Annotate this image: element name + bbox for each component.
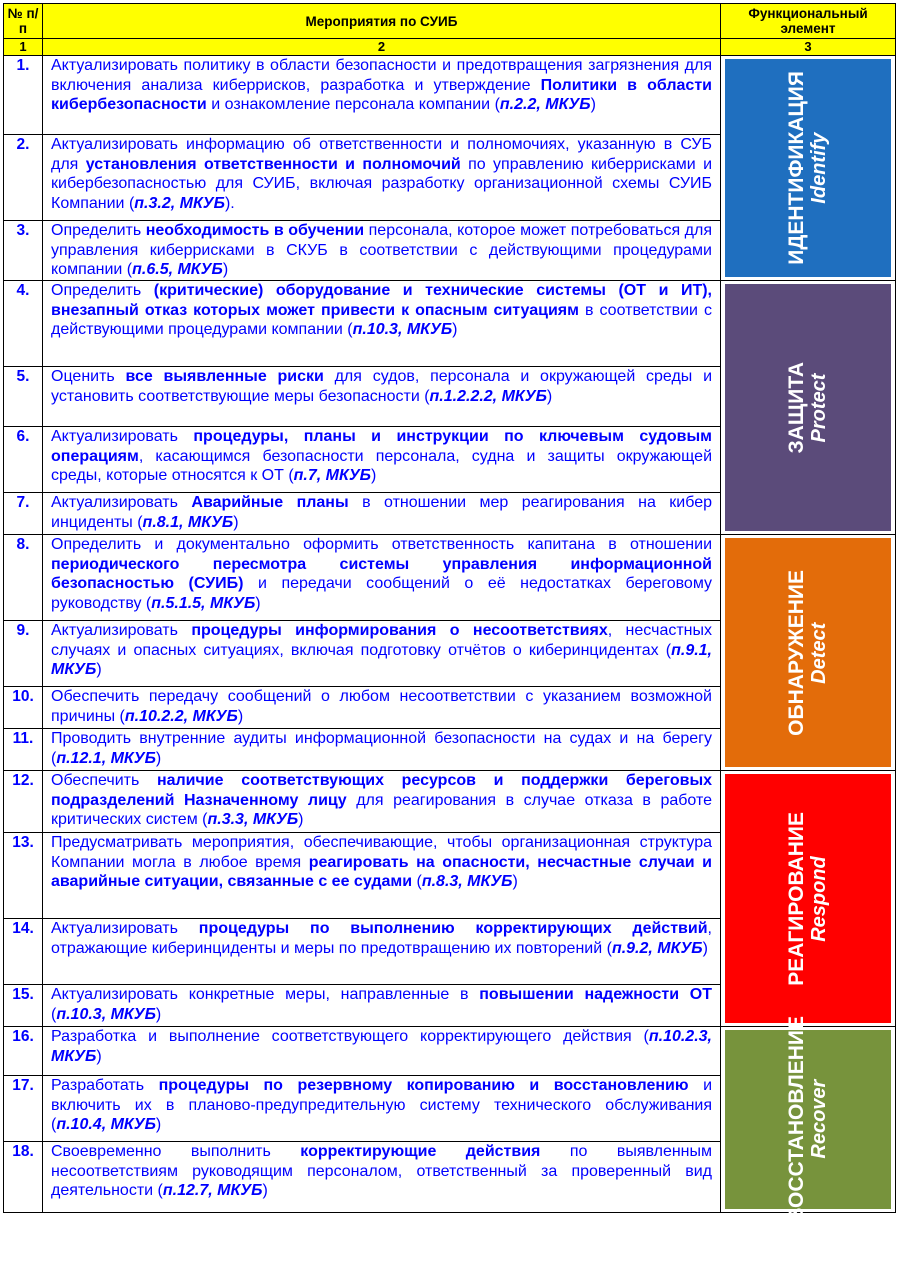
reference: п.10.3, МКУБ <box>352 321 453 338</box>
suib-measures-table <box>3 3 896 1223</box>
row-number: 14. <box>4 919 43 985</box>
text-fragment: ( <box>51 1005 57 1023</box>
measure-text <box>43 1142 721 1213</box>
text-fragment: Предусматривать мероприятия, обеспечивающие, чтобы организационная структура Компании могла в любое время <box>51 834 712 871</box>
row-number: 5. <box>4 367 43 427</box>
row-number: 6. <box>4 427 43 493</box>
text-fragment: , касающимся безопасности персонала, судна и защиты окружающей среды, которые относятся к ОТ ( <box>51 447 712 484</box>
header-function: Функциональный элемент <box>721 4 896 39</box>
reference: п.2.2, МКУБ <box>499 96 591 113</box>
text-fragment: Актуализировать конкретные меры, направленные в <box>51 986 480 1003</box>
table-row <box>4 535 896 621</box>
reference: п.3.2, МКУБ <box>134 194 225 212</box>
text-fragment: Проводить внутренние аудиты информационной безопасности на судах и на берегу ( <box>51 730 712 767</box>
measure-text <box>43 687 721 729</box>
header-measures: Мероприятия по СУИБ <box>43 4 721 39</box>
text-fragment: Актуализировать <box>51 920 199 937</box>
function-label-ru: ВОССТАНОВЛЕНИЕ <box>785 1016 808 1223</box>
text-fragment: , отражающие киберинциденты и меры по предотвращению их повторений ( <box>51 920 712 957</box>
text-fragment: Актуализировать политику в области безопасности и предотвращения загрязнения для включения анализа киберрисков, разработка и утверждение <box>51 57 712 94</box>
function-cell-recover <box>721 1016 896 1223</box>
reference: п.8.1, МКУБ <box>142 513 234 531</box>
function-label-en: Respond <box>808 855 830 942</box>
index-row <box>4 39 896 56</box>
index-3: 3 <box>721 39 896 56</box>
text-fragment: ) <box>96 1047 102 1065</box>
reference: п.5.1.5, МКУБ <box>151 594 256 612</box>
text-fragment: Актуализировать <box>51 494 192 511</box>
text-fragment: ) <box>233 513 239 531</box>
row-number: 17. <box>4 1076 43 1142</box>
measure-text <box>43 919 721 985</box>
row-number: 13. <box>4 833 43 919</box>
emphasis-text: процедуры по резервному копированию и восстановлению <box>158 1077 689 1094</box>
measure-text <box>43 135 721 221</box>
table-row <box>4 771 896 833</box>
reference: п.7, МКУБ <box>293 467 371 484</box>
emphasis-text: реагировать на опасности, несчастные случаи и аварийные ситуации, связанные с ее судами <box>51 853 713 890</box>
measure-text <box>43 367 721 427</box>
function-block <box>725 284 891 531</box>
emphasis-text: процедуры по выполнению корректирующих действий <box>198 920 708 937</box>
text-fragment: Определить и документально оформить ответственность капитана в отношении <box>51 536 712 553</box>
function-label-ru: ИДЕНТИФИКАЦИЯ <box>785 71 808 265</box>
emphasis-text: процедуры информирования о несоответствиях <box>191 622 608 639</box>
text-fragment: по выявленным несоответствиям руководящим персоналом, ответственный за проверенный вид деятельности ( <box>51 1143 713 1199</box>
index-2: 2 <box>43 39 721 56</box>
reference: п.10.4, МКУБ <box>56 1116 156 1133</box>
emphasis-text: Аварийные планы <box>191 494 349 511</box>
text-fragment: ) <box>96 661 102 678</box>
text-fragment: , несчастных случаях и опасных ситуациях, включая подготовку отчётов о киберинцидентах ( <box>51 622 713 659</box>
text-fragment: Определить <box>51 222 146 239</box>
row-number: 7. <box>4 493 43 535</box>
text-fragment: ) <box>262 1182 268 1199</box>
function-label-en: Protect <box>808 373 830 442</box>
text-fragment: Обеспечить <box>51 772 157 789</box>
function-block <box>725 774 891 1023</box>
reference: п.3.3, МКУБ <box>207 811 299 828</box>
text-fragment: ) <box>155 1116 162 1133</box>
function-block <box>725 538 891 767</box>
emphasis-text: Политики в области кибербезопасности <box>51 76 712 113</box>
text-fragment: персонала, которое может потребоваться для управления киберрисками в СКУБ в соответствии с действующими процедурами компании ( <box>51 222 713 278</box>
row-number: 10. <box>4 687 43 729</box>
function-block <box>725 1016 891 1223</box>
emphasis-text: все выявленные риски <box>125 368 324 385</box>
text-fragment: Определить <box>51 282 154 299</box>
emphasis-text: корректирующие действия <box>300 1143 541 1160</box>
row-number: 15. <box>4 985 43 1027</box>
text-fragment: ) <box>371 467 377 484</box>
row-number: 9. <box>4 621 43 687</box>
emphasis-text: процедуры, планы и инструкции по ключевым судовым операциям <box>51 428 712 465</box>
row-number: 11. <box>4 729 43 771</box>
measure-text <box>43 621 721 687</box>
measure-text <box>43 535 721 621</box>
reference: п.10.2.2, МКУБ <box>124 707 238 725</box>
text-fragment: Актуализировать информацию об ответственности и полномочиях, указанную в СУБ для <box>51 136 712 173</box>
function-label-en: Identify <box>808 132 830 204</box>
emphasis-text: установления ответственности и полномочий <box>85 155 461 173</box>
reference: п.10.2.3, МКУБ <box>51 1028 712 1065</box>
function-label-en: Recover <box>808 1080 830 1159</box>
measure-text <box>43 493 721 535</box>
reference: п.9.1, МКУБ <box>51 641 712 678</box>
function-cell-identify <box>721 56 896 281</box>
row-number: 16. <box>4 1027 43 1076</box>
reference: п.9.2, МКУБ <box>611 939 703 957</box>
measure-text <box>43 221 721 281</box>
measure-text <box>43 1027 721 1076</box>
text-fragment: ) <box>590 96 596 113</box>
function-cell-respond <box>721 771 896 1027</box>
row-number: 3. <box>4 221 43 281</box>
table-row <box>4 281 896 367</box>
table-row <box>4 1027 896 1076</box>
text-fragment: ) <box>155 749 162 767</box>
reference: п.8.3, МКУБ <box>421 873 513 890</box>
reference: п.12.7, МКУБ <box>162 1182 263 1199</box>
text-fragment: для реагирования в случае отказа в работе критических систем ( <box>51 791 712 828</box>
emphasis-text: повышении надежности ОТ <box>479 986 712 1003</box>
function-block <box>725 59 891 277</box>
text-fragment: Разработка и выполнение соответствующего корректирующего действия ( <box>51 1028 649 1045</box>
text-fragment: ) <box>237 707 244 725</box>
text-fragment: Своевременно выполнить <box>51 1143 301 1160</box>
text-fragment: ) <box>255 594 261 612</box>
text-fragment: ) <box>155 1005 162 1023</box>
text-fragment: в соответствии с действующими процедурами компании ( <box>51 301 712 338</box>
text-fragment: для судов, персонала и окружающей среды и установить соответствующие меры безопасности ( <box>51 368 713 405</box>
text-fragment: и включить их в планово-предупредительную систему технического обслуживания ( <box>51 1077 713 1133</box>
function-label-en: Detect <box>808 621 830 684</box>
measure-text <box>43 1076 721 1142</box>
text-fragment: Оценить <box>51 368 126 385</box>
text-fragment: ) <box>702 939 708 957</box>
function-cell-protect <box>721 281 896 535</box>
header-number: № п/п <box>4 4 43 39</box>
row-number: 4. <box>4 281 43 367</box>
emphasis-text: (критические) оборудование и технические системы (ОТ и ИТ), внезапный отказ которых может привести к опасным ситуациям <box>51 282 712 319</box>
text-fragment: ) <box>546 387 553 405</box>
row-number: 12. <box>4 771 43 833</box>
row-number: 1. <box>4 56 43 135</box>
text-fragment: и ознакомление персонала компании ( <box>206 96 500 113</box>
reference: п.12.1, МКУБ <box>56 749 156 767</box>
measure-text <box>43 56 721 135</box>
text-fragment: ) <box>452 321 458 338</box>
measure-text <box>43 833 721 919</box>
text-fragment: ). <box>224 194 235 212</box>
emphasis-text: необходимость в обучении <box>145 222 365 239</box>
text-fragment: по управлению киберрисками и кибербезопасностью для СУИБ, включая разработку организационной схемы СУИБ Компании ( <box>51 155 713 212</box>
reference: п.6.5, МКУБ <box>132 261 223 278</box>
row-number: 18. <box>4 1142 43 1213</box>
row-number: 2. <box>4 135 43 221</box>
row-number: 8. <box>4 535 43 621</box>
function-cell-detect <box>721 535 896 771</box>
text-fragment: Разработать <box>51 1077 159 1094</box>
text-fragment: в отношении мер реагирования на кибер инциденты ( <box>51 494 712 531</box>
reference: п.1.2.2.2, МКУБ <box>429 387 547 405</box>
table-row <box>4 56 896 135</box>
measure-text <box>43 771 721 833</box>
measure-text <box>43 281 721 367</box>
text-fragment: ) <box>298 811 304 828</box>
text-fragment: ) <box>512 873 518 890</box>
measure-text <box>43 729 721 771</box>
reference: п.10.3, МКУБ <box>56 1005 156 1023</box>
index-1: 1 <box>4 39 43 56</box>
emphasis-text: периодического пересмотра системы управления информационной безопасностью (СУИБ) <box>51 555 712 592</box>
text-fragment: Обеспечить передачу сообщений о любом несоответствии с указанием возможной причины ( <box>51 688 712 725</box>
measure-text <box>43 985 721 1027</box>
text-fragment: Актуализировать <box>51 622 192 639</box>
text-fragment: Актуализировать <box>51 428 194 445</box>
function-label-ru: РЕАГИРОВАНИЕ <box>785 811 808 986</box>
function-label-ru: ЗАЩИТА <box>785 361 808 454</box>
function-label-ru: ОБНАРУЖЕНИЕ <box>785 569 808 736</box>
header-row <box>4 4 896 39</box>
text-fragment: и передачи сообщений о её недостатках береговому руководству ( <box>51 575 712 612</box>
text-fragment: ) <box>222 261 229 278</box>
measure-text <box>43 427 721 493</box>
text-fragment: ( <box>412 873 422 890</box>
emphasis-text: наличие соответствующих ресурсов и поддержки береговых подразделений Назначенному лицу <box>51 772 712 809</box>
